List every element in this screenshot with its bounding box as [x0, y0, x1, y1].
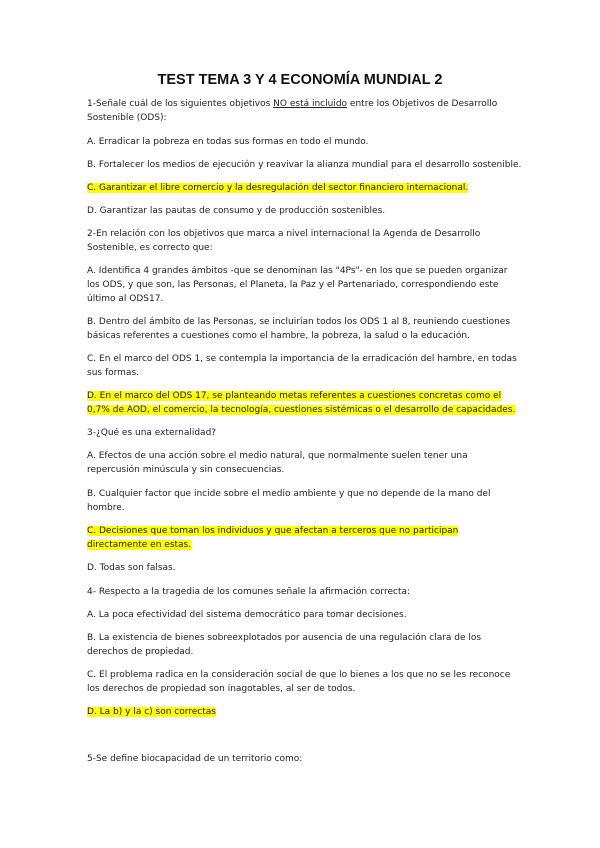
q2-option-a-line-1: A. Identifica 4 grandes ámbitos -que se denominan las "4Ps"- en los que se pueden organizar: [87, 266, 508, 276]
question-5-line-1: 5-Se define biocapacidad de un territorio como:: [87, 754, 303, 764]
q2-option-d-line-2: [87, 403, 515, 417]
q4-option-a: A. La poca efectividad del sistema democrático para tomar decisiones.: [87, 610, 407, 620]
q2-option-a-line-3: último al ODS17.: [87, 294, 164, 304]
highlighted-answer: D. La b) y la c) son correctas: [87, 707, 216, 717]
question-1-text-pre: 1-Señale cuál de los siguientes objetivos: [87, 99, 274, 109]
question-4-line-1: 4- Respecto a la tragedia de los comunes señale la afirmación correcta:: [87, 587, 411, 597]
highlighted-answer: C. Garantizar el libre comercio y la desregulación del sector financiero internacional.: [87, 183, 469, 193]
question-2-line-2: Sostenible, es correcto que:: [87, 243, 213, 253]
question-1-line-2: Sostenible (ODS):: [87, 113, 167, 123]
q4-option-b-line-2: derechos de propiedad.: [87, 647, 194, 657]
q4-option-c-line-1: C. El problema radica en la consideración social de que lo bienes a los que no se les reconoce: [87, 670, 511, 680]
q2-option-b-line-1: B. Dentro del ámbito de las Personas, se incluirían todos los ODS 1 al 8, reuniendo cuestiones: [87, 317, 511, 327]
q3-option-d: D. Todas son falsas.: [87, 563, 176, 573]
q4-option-d-correct: [87, 705, 216, 719]
question-1-underlined: NO está incluido: [273, 99, 348, 109]
question-1-text-post: entre los Objetivos de Desarrollo: [347, 99, 498, 109]
q2-option-d-line-1: [87, 389, 501, 403]
q3-option-b-line-2: hombre.: [87, 503, 125, 513]
q3-option-b-line-1: B. Cualquier factor que incide sobre el medio ambiente y que no depende de la mano del: [87, 489, 491, 499]
q3-option-c-line-1: [87, 524, 458, 538]
q2-option-c-line-1: C. En el marco del ODS 1, se contempla la importancia de la erradicación del hambre, en todas: [87, 354, 517, 364]
q3-option-c-line-2: [87, 538, 191, 552]
highlighted-answer: D. En el marco del ODS 17, se planteando metas referentes a cuestiones concretas como el: [87, 391, 502, 401]
document-title: TEST TEMA 3 Y 4 ECONOMÍA MUNDIAL 2: [157, 72, 443, 88]
highlighted-answer: C. Decisiones que toman los individuos y que afectan a terceros que no participan: [87, 526, 459, 536]
q1-option-c-correct: [87, 181, 468, 195]
question-3-line-1: 3-¿Qué es una externalidad?: [87, 428, 217, 438]
highlighted-answer: 0,7% de AOD, el comercio, la tecnología, cuestiones sistémicas o el desarrollo de capacidades.: [87, 405, 516, 415]
q2-option-c-line-2: sus formas.: [87, 368, 139, 378]
q3-option-a-line-1: A. Efectos de una acción sobre el medio natural, que normalmente suelen tener una: [87, 451, 468, 461]
q1-option-d: D. Garantizar las pautas de consumo y de producción sostenibles.: [87, 206, 386, 216]
q4-option-c-line-2: los derechos de propiedad son inagotables, al ser de todos.: [87, 684, 356, 694]
q3-option-a-line-2: repercusión minúscula y sin consecuencias.: [87, 465, 285, 475]
q2-option-a-line-2: los ODS, y que son, las Personas, el Planeta, la Paz y el Partenariado, correspondiendo este: [87, 280, 499, 290]
q1-option-b: B. Fortalecer los medios de ejecución y reavivar la alianza mundial para el desarrollo sostenible.: [87, 160, 522, 170]
q2-option-b-line-2: básicas referentes a cuestiones como el hambre, la pobreza, la salud o la educación.: [87, 331, 470, 341]
question-1-line-1: [87, 97, 497, 111]
question-2-line-1: 2-En relación con los objetivos que marca a nivel internacional la Agenda de Desarrollo: [87, 229, 481, 239]
q4-option-b-line-1: B. La existencia de bienes sobreexplotados por ausencia de una regulación clara de los: [87, 633, 482, 643]
q1-option-a: A. Erradicar la pobreza en todas sus formas en todo el mundo.: [87, 137, 369, 147]
highlighted-answer: directamente en estas.: [87, 540, 192, 550]
